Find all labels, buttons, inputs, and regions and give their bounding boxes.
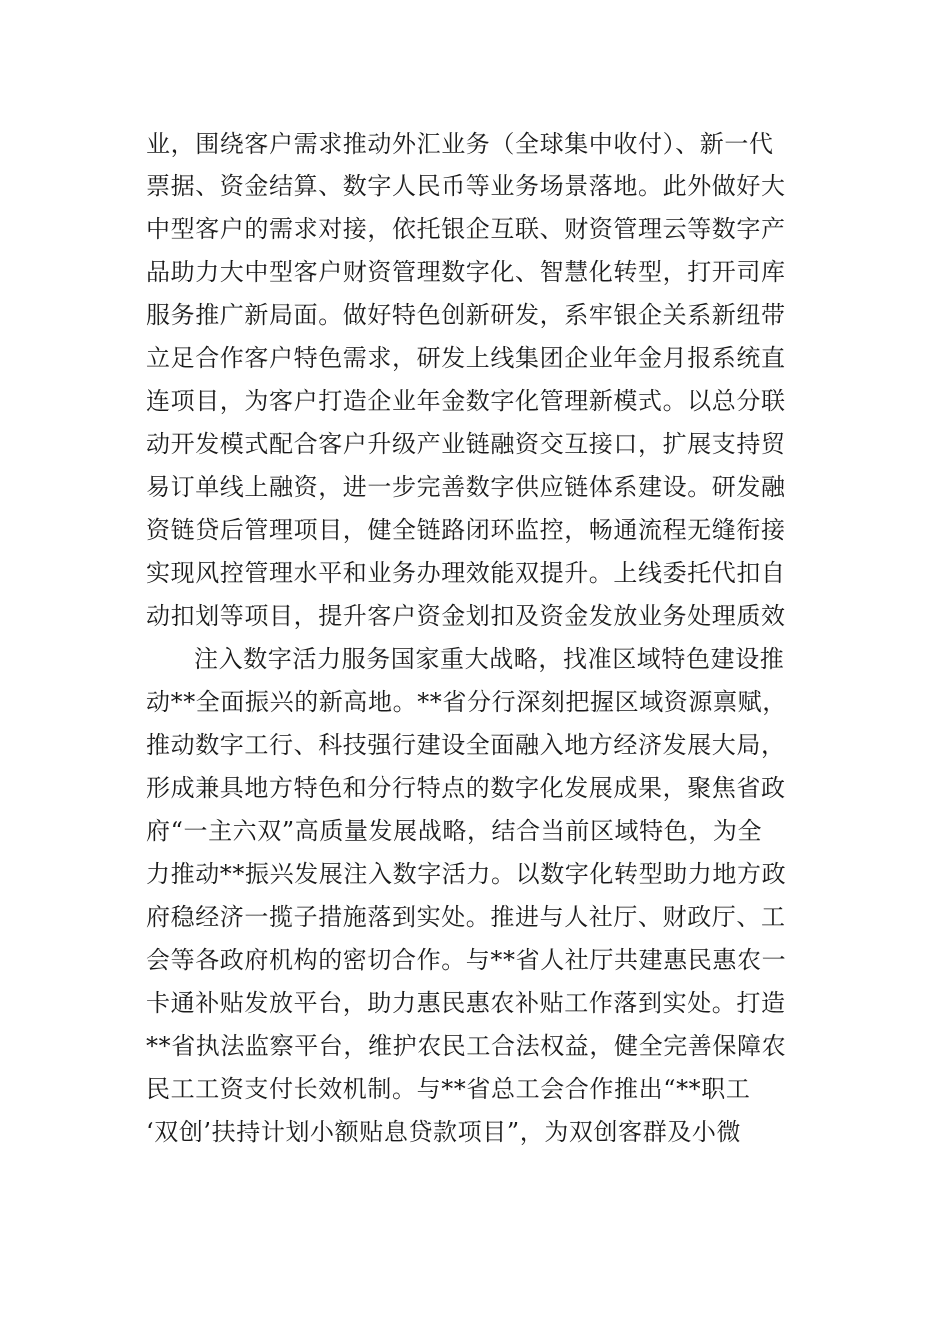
text-line: 立足合作客户特色需求，研发上线集团企业年金月报系统直: [146, 344, 786, 372]
text-line: 力推动**振兴发展注入数字活力。以数字化转型助力地方政: [146, 860, 787, 888]
text-line: 推动数字工行、科技强行建设全面融入地方经济发展大局，: [146, 731, 786, 759]
text-line: 品助力大中型客户财资管理数字化、智慧化转型，打开司库: [146, 258, 786, 286]
text-line: ‘双创’扶持计划小额贴息贷款项目”，为双创客群及小微: [146, 1118, 742, 1146]
text-line: 连项目，为客户打造企业年金数字化管理新模式。以总分联: [146, 387, 786, 415]
text-line: 动**全面振兴的新高地。**省分行深刻把握区域资源禀赋，: [146, 688, 787, 716]
paragraph-first-line: 注入数字活力服务国家重大战略，找准区域特色建设推: [194, 645, 785, 673]
text-line: 易订单线上融资，进一步完善数字供应链体系建设。研发融: [146, 473, 786, 501]
text-line: 会等各政府机构的密切合作。与**省人社厅共建惠民惠农一: [146, 946, 787, 974]
text-line: **省执法监察平台，维护农民工合法权益，健全完善保障农: [146, 1032, 787, 1060]
text-line: 中型客户的需求对接，依托银企互联、财资管理云等数字产: [146, 215, 786, 243]
text-line: 动扣划等项目，提升客户资金划扣及资金发放业务处理质效: [146, 602, 786, 630]
text-line: 实现风控管理水平和业务办理效能双提升。上线委托代扣自: [146, 559, 786, 587]
text-line: 卡通补贴发放平台，助力惠民惠农补贴工作落到实处。打造: [146, 989, 786, 1017]
text-line: 票据、资金结算、数字人民币等业务场景落地。此外做好大: [146, 172, 786, 200]
text-line: 民工工资支付长效机制。与**省总工会合作推出“**职工: [146, 1075, 751, 1103]
text-line: 形成兼具地方特色和分行特点的数字化发展成果，聚焦省政: [146, 774, 786, 802]
text-line: 府“一主六双”高质量发展战略，结合当前区域特色，为全: [146, 817, 763, 845]
text-line: 资链贷后管理项目，健全链路闭环监控，畅通流程无缝衔接: [146, 516, 786, 544]
text-line: 府稳经济一揽子措施落到实处。推进与人社厅、财政厅、工: [146, 903, 786, 931]
text-line: 动开发模式配合客户升级产业链融资交互接口，扩展支持贸: [146, 430, 786, 458]
text-line: 服务推广新局面。做好特色创新研发，系牢银企关系新纽带: [146, 301, 786, 329]
text-line: 业，围绕客户需求推动外汇业务（全球集中收付）、新一代: [146, 130, 774, 158]
